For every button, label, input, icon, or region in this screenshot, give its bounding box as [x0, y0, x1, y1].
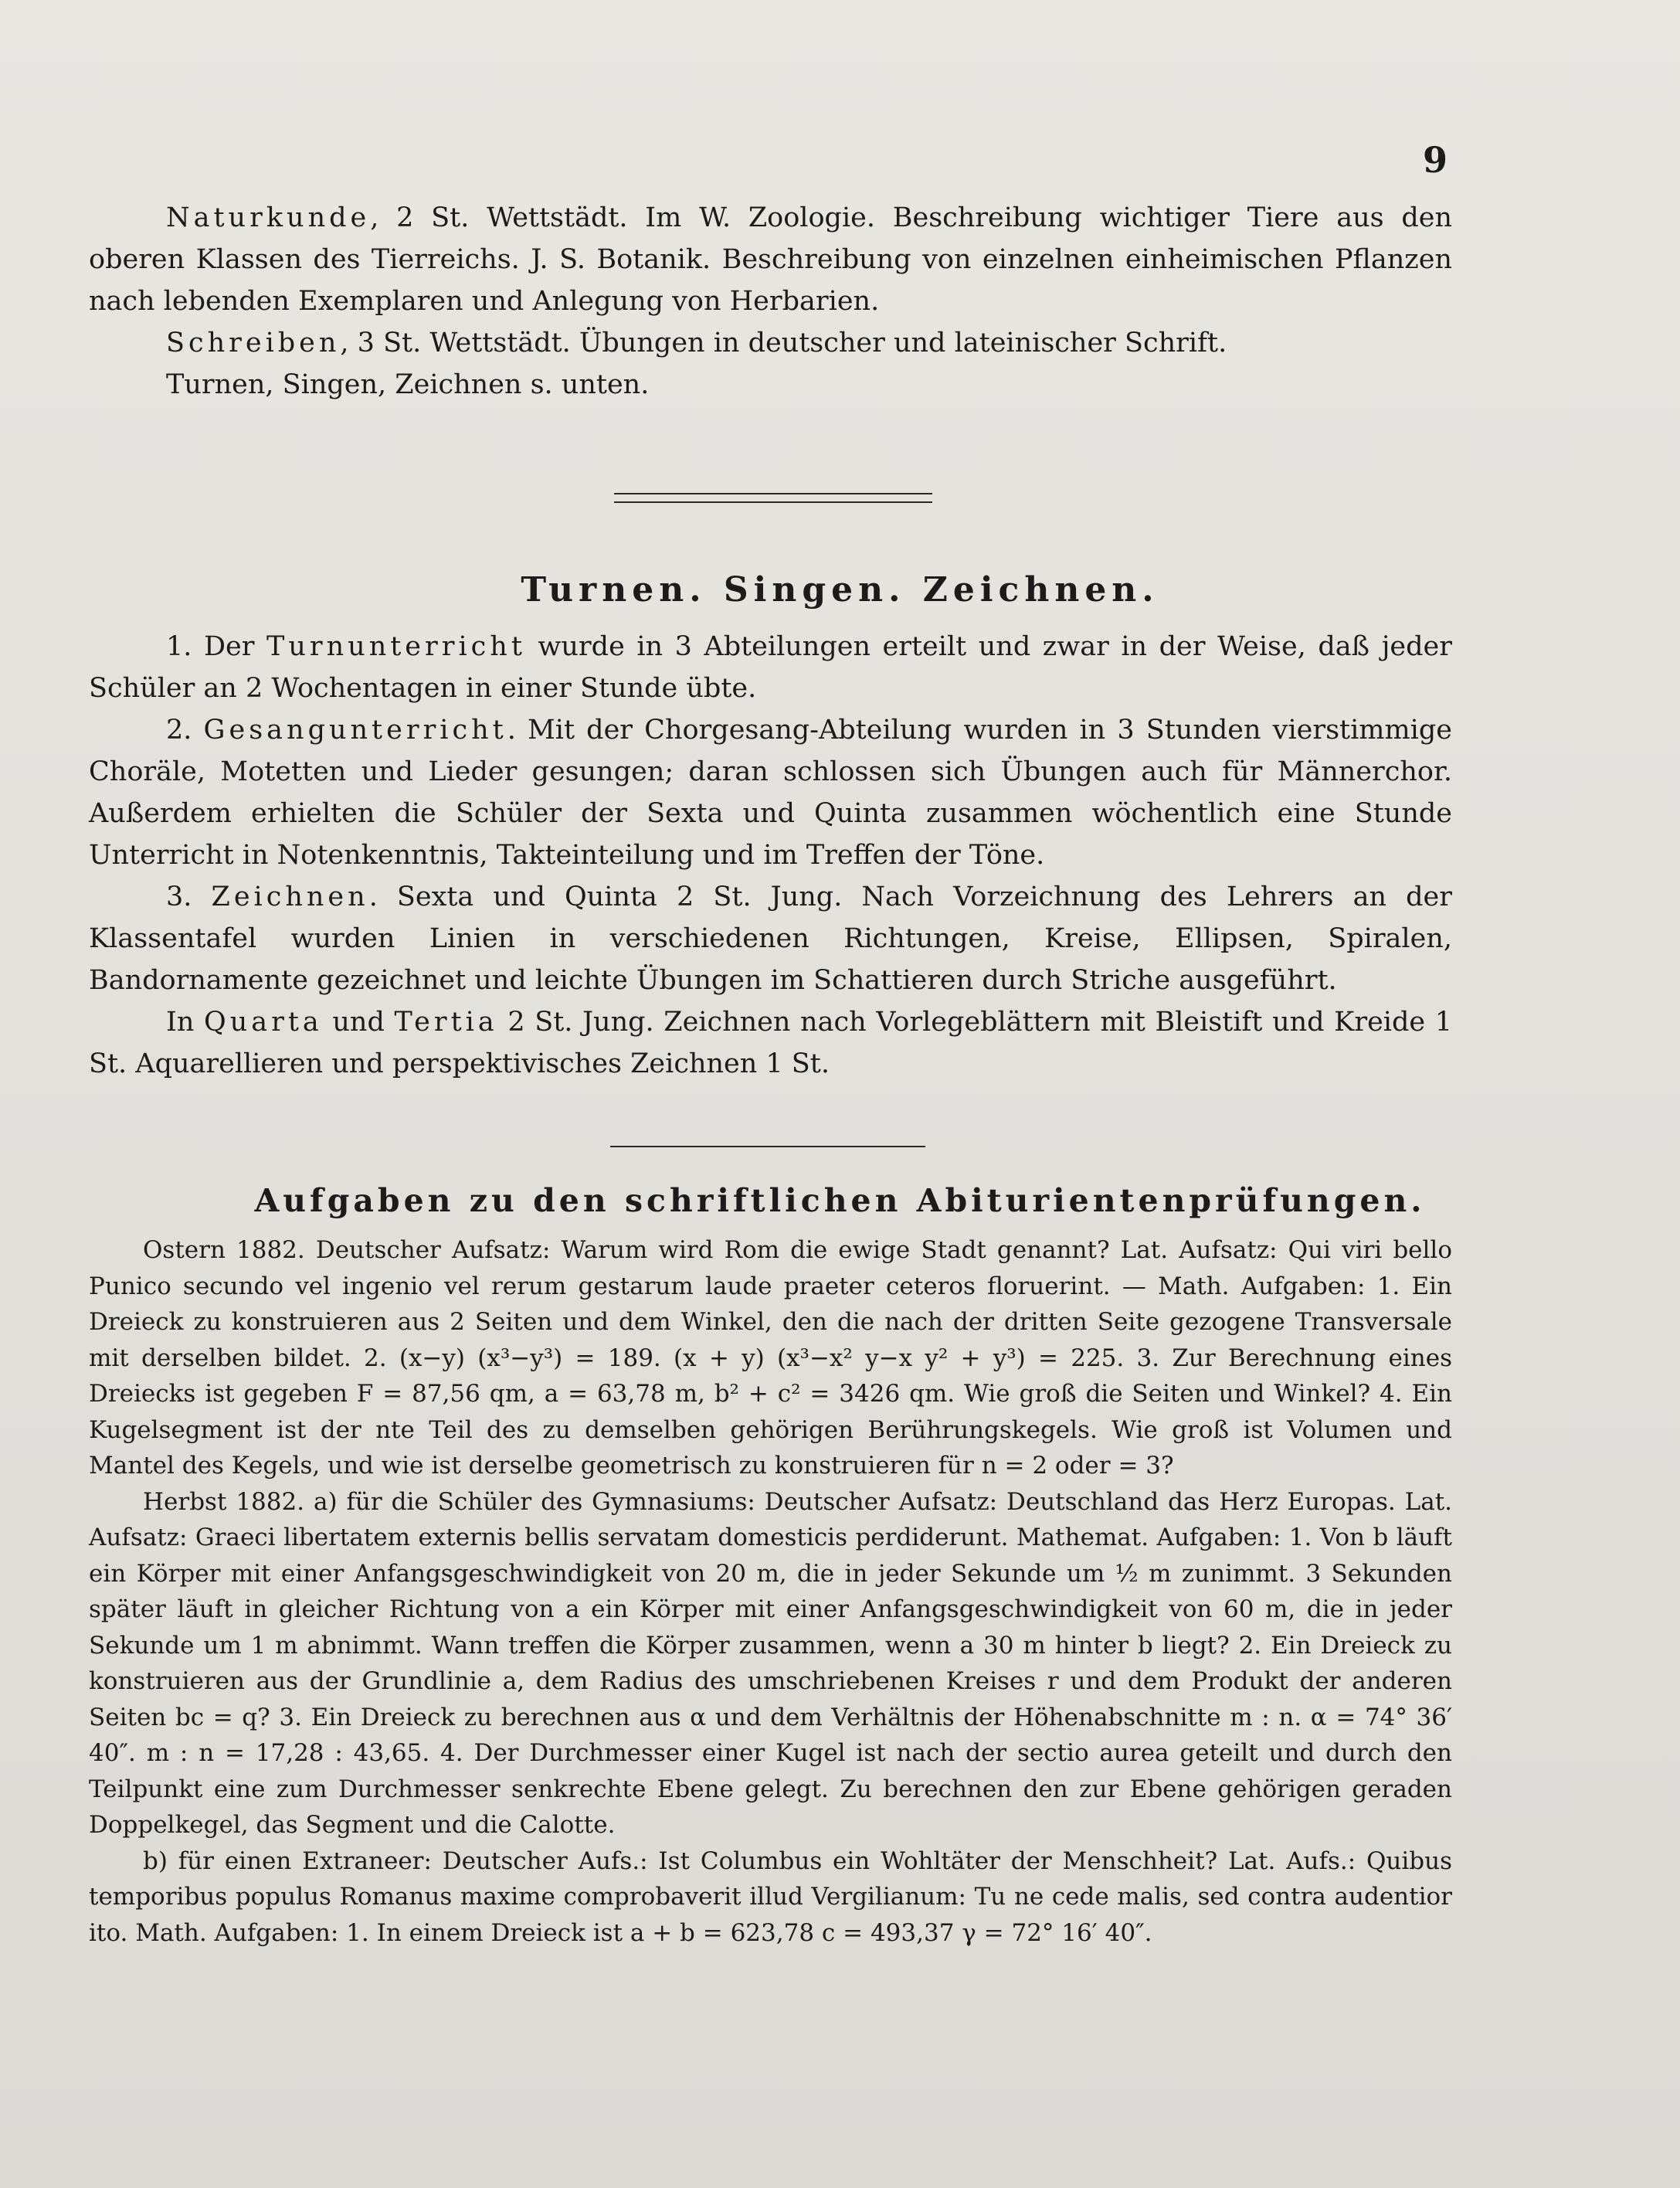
zeichnen-paragraph: 3. Zeichnen. Sexta und Quinta 2 St. Jung. Nach Vorzeichnung des Lehrers an der Klassentafel wurden Linien in verschiedenen Richtungen, Kreise, Ellipsen, Spiralen, Bandornamente gezeichnet und leichte Übungen im Schattieren durch Striche ausgeführt. [89, 882, 1452, 996]
single-divider [610, 1146, 925, 1147]
turnunterricht-paragraph: 1. Der Turnunterricht wurde in 3 Abteilungen erteilt und zwar in der Weise, daß jeder Schüler an 2 Wochentagen in einer Stunde übte. [89, 631, 1452, 704]
quarta-tertia-paragraph: In Quarta und Tertia 2 St. Jung. Zeichnen nach Vorlegeblättern mit Bleistift und Kreide 1 St. Aquarellieren und perspektivisches Zeichnen 1 St. [89, 1007, 1452, 1079]
herbst-1882-paragraph: Herbst 1882. a) für die Schüler des Gymnasiums: Deutscher Aufsatz: Deutschland das Herz Europas. Lat. Aufsatz: Graeci libertatem externis bellis servatam domesticis perdiderunt. Mathemat. Aufgaben: 1. Von b läuft ein Körper mit einer Anfangsgeschwindigkeit von 20 m, die in jeder Sekunde um ½ m zunimmt. 3 Sekunden später läuft in gleicher Richtung von a ein Körper mit einer Anfangsgeschwindigkeit von 60 m, die in jeder Sekunde um 1 m abnimmt. Wann treffen die Körper zusammen, wenn a 30 m hinter b liegt? 2. Ein Dreieck zu konstruieren aus der Grundlinie a, dem Radius des umschriebenen Kreises r und dem Produkt der anderen Seiten bc = q? 3. Ein Dreieck zu berechnen aus α und dem Verhältnis der Höhenabschnitte m : n. α = 74° 36′ 40″. m : n = 17,28 : 43,65. 4. Der Durchmesser einer Kugel ist nach der sectio aurea geteilt und durch den Teilpunkt eine zum Durchmesser senkrechte Ebene gelegt. Zu berechnen den zur Ebene gehörigen geraden Doppelkegel, das Segment und die Calotte. [89, 1487, 1452, 1839]
gesangunterricht-paragraph: 2. Gesangunterricht. Mit der Chorgesang-Abteilung wurden in 3 Stunden vierstimmige Choräle, Motetten und Lieder gesungen; daran schlossen sich Übungen auch für Männerchor. Außerdem erhielten die Schüler der Sexta und Quinta zusammen wöchentlich eine Stunde Unterricht in Notenkenntnis, Takteinteilung und im Treffen der Töne. [89, 715, 1452, 871]
ostern-1882-paragraph: Ostern 1882. Deutscher Aufsatz: Warum wird Rom die ewige Stadt genannt? Lat. Aufsatz: Qui viri bello Punico secundo vel ingenio vel rerum gestarum laude praeter ceteros floruerint. — Math. Aufgaben: 1. Ein Dreieck zu konstruieren aus 2 Seiten und dem Winkel, den die nach der dritten Seite gezogene Transversale mit derselben bildet. 2. (x−y) (x³−y³) = 189. (x + y) (x³−x² y−x y² + y³) = 225. 3. Zur Berechnung eines Dreiecks ist gegeben F = 87,56 qm, a = 63,78 m, b² + c² = 3426 qm. Wie groß die Seiten und Winkel? 4. Ein Kugelsegment ist der nte Teil des zu demselben gehörigen Berührungskegels. Wie groß ist Volumen und Mantel des Kegels, und wie ist derselbe geometrisch zu konstruieren für n = 2 oder = 3? [89, 1236, 1452, 1480]
page-number: 9 [1423, 139, 1448, 181]
naturkunde-paragraph: Naturkunde, 2 St. Wettstädt. Im W. Zoologie. Beschreibung wichtiger Tiere aus den oberen Klassen des Tierreichs. J. S. Botanik. Beschreibung von einzelnen einheimischen Pflanzen nach lebenden Exemplaren und Anlegung von Herbarien. [89, 202, 1452, 317]
turnen-reference-paragraph: Turnen, Singen, Zeichnen s. unten. [166, 369, 650, 400]
double-divider [614, 493, 932, 503]
section-heading-turnen: Turnen. Singen. Zeichnen. [521, 570, 1159, 610]
section-heading-abitur: Aufgaben zu den schriftlichen Abiturientenprüfungen. [254, 1182, 1426, 1219]
turnen-section [89, 626, 1452, 1085]
schreiben-paragraph: Schreiben, 3 St. Wettstädt. Übungen in deutscher und lateinischer Schrift. [166, 328, 1227, 358]
extraneer-paragraph: b) für einen Extraneer: Deutscher Aufs.: Ist Columbus ein Wohltäter der Menschheit? Lat. Aufs.: Quibus temporibus populus Romanus maxime comprobaverit illud Vergilianum: Tu ne cede malis, sed contra audentior ito. Math. Aufgaben: 1. In einem Dreieck ist a + b = 623,78 c = 493,37 γ = 72° 16′ 40″. [89, 1847, 1452, 1947]
abitur-section [89, 1232, 1452, 1951]
top-section [89, 197, 1452, 406]
